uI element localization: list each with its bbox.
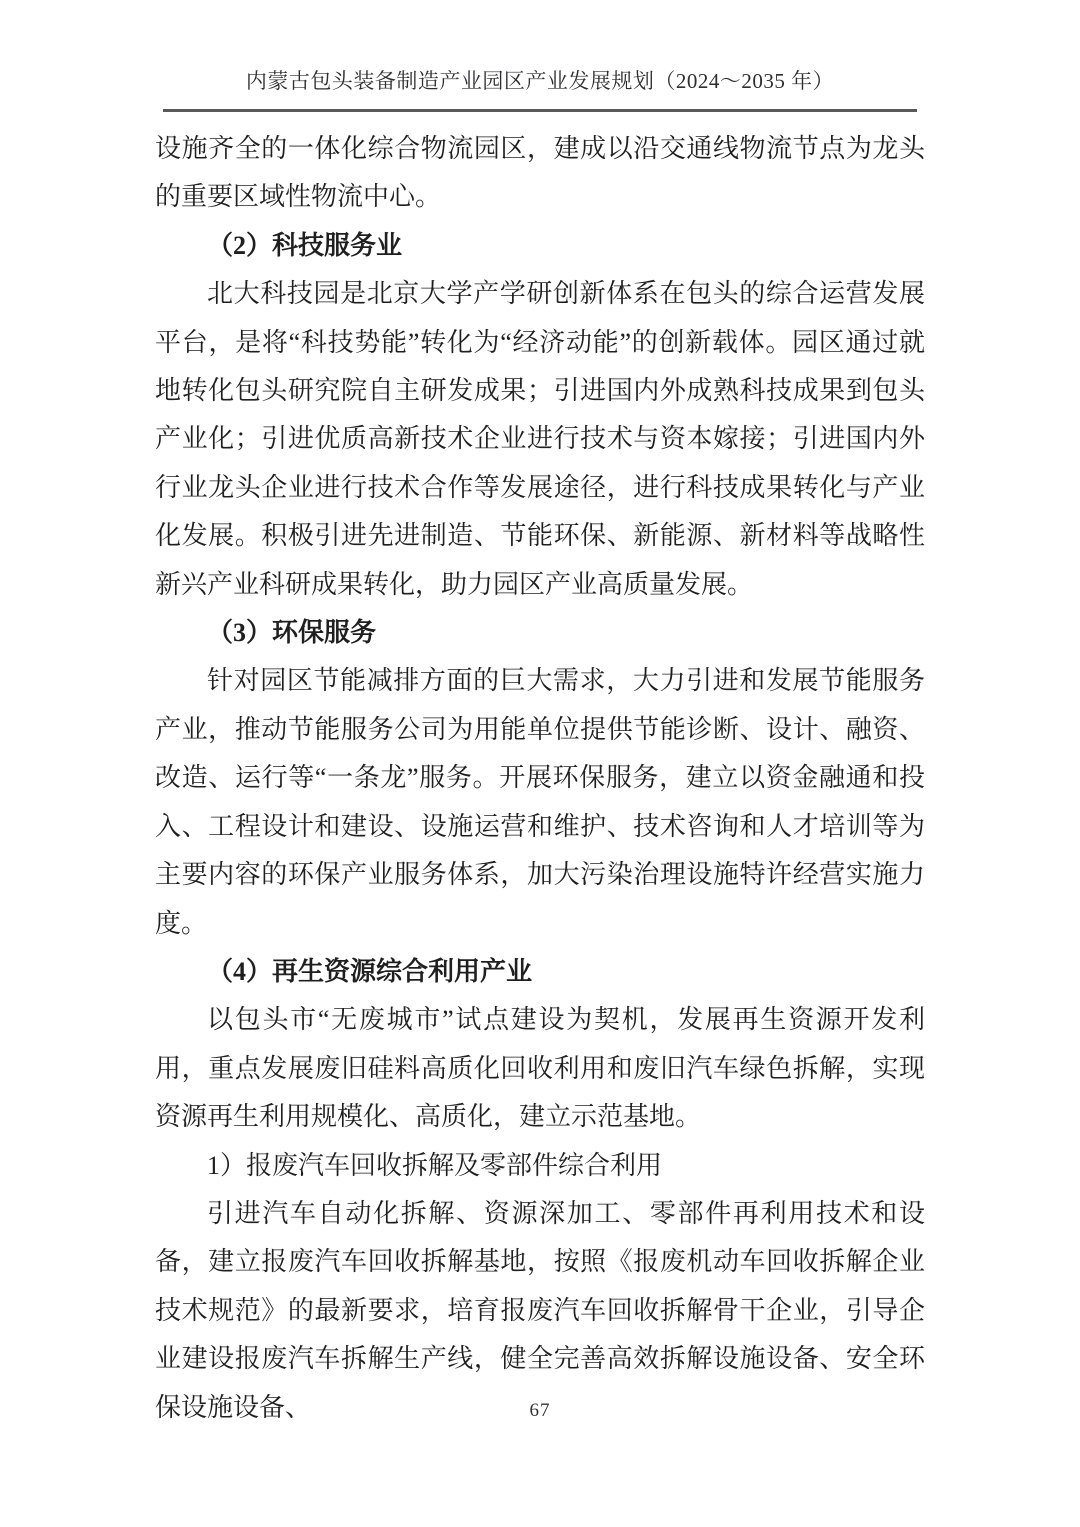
page-header bbox=[0, 0, 1080, 112]
text-block-heading: （4）再生资源综合利用产业 bbox=[207, 956, 533, 986]
text-block-heading: （3）环保服务 bbox=[207, 618, 377, 648]
text-block-paragraph: 针对园区节能减排方面的巨大需求，大力引进和发展节能服务产业，推动节能服务公司为用能单位提供节能诊断、设计、融资、改造、运行等“一条龙”服务。开展环保服务，建立以资金融通和投入、工程设计和建设、设施运营和维护、技术咨询和人才培训等为主要内容的环保产业服务体系，加大污染治理设施特许经营实施力度。 bbox=[155, 666, 925, 938]
text-block-paragraph: 北大科技园是北京大学产学研创新体系在包头的综合运营发展平台，是将“科技势能”转化为“经济动能”的创新载体。园区通过就地转化包头研究院自主研发成果；引进国内外成熟科技成果到包头产业化；引进优质高新技术企业进行技术与资本嫁接；引进国内外行业龙头企业进行技术合作等发展途径，进行科技成果转化与产业化发展。积极引进先进制造、节能环保、新能源、新材料等战略性新兴产业科研成果转化，助力园区产业高质量发展。 bbox=[155, 279, 925, 599]
text-block-paragraph: 引进汽车自动化拆解、资源深加工、零部件再利用技术和设备，建立报废汽车回收拆解基地，按照《报废机动车回收拆解企业技术规范》的最新要求，培育报废汽车回收拆解骨干企业，引导企业建设报废汽车拆解生产线，健全完善高效拆解设施设备、安全环保设施设备、 bbox=[155, 1198, 925, 1422]
header-title: 内蒙古包头装备制造产业园区产业发展规划（2024～2035 年） bbox=[245, 69, 835, 93]
text-block-subheading: 1）报废汽车回收拆解及零部件综合利用 bbox=[207, 1150, 663, 1180]
header-rule bbox=[163, 109, 917, 112]
document-body bbox=[155, 125, 925, 1432]
page-number: 67 bbox=[529, 1400, 551, 1421]
text-block-paragraph: 以包头市“无废城市”试点建设为契机，发展再生资源开发利用，重点发展废旧硅料高质化回收利用和废旧汽车绿色拆解，实现资源再生利用规模化、高质化，建立示范基地。 bbox=[155, 1005, 925, 1132]
text-block-heading: （2）科技服务业 bbox=[207, 230, 403, 260]
text-block-continuation: 设施齐全的一体化综合物流园区，建成以沿交通线物流节点为龙头的重要区域性物流中心。 bbox=[155, 134, 925, 212]
